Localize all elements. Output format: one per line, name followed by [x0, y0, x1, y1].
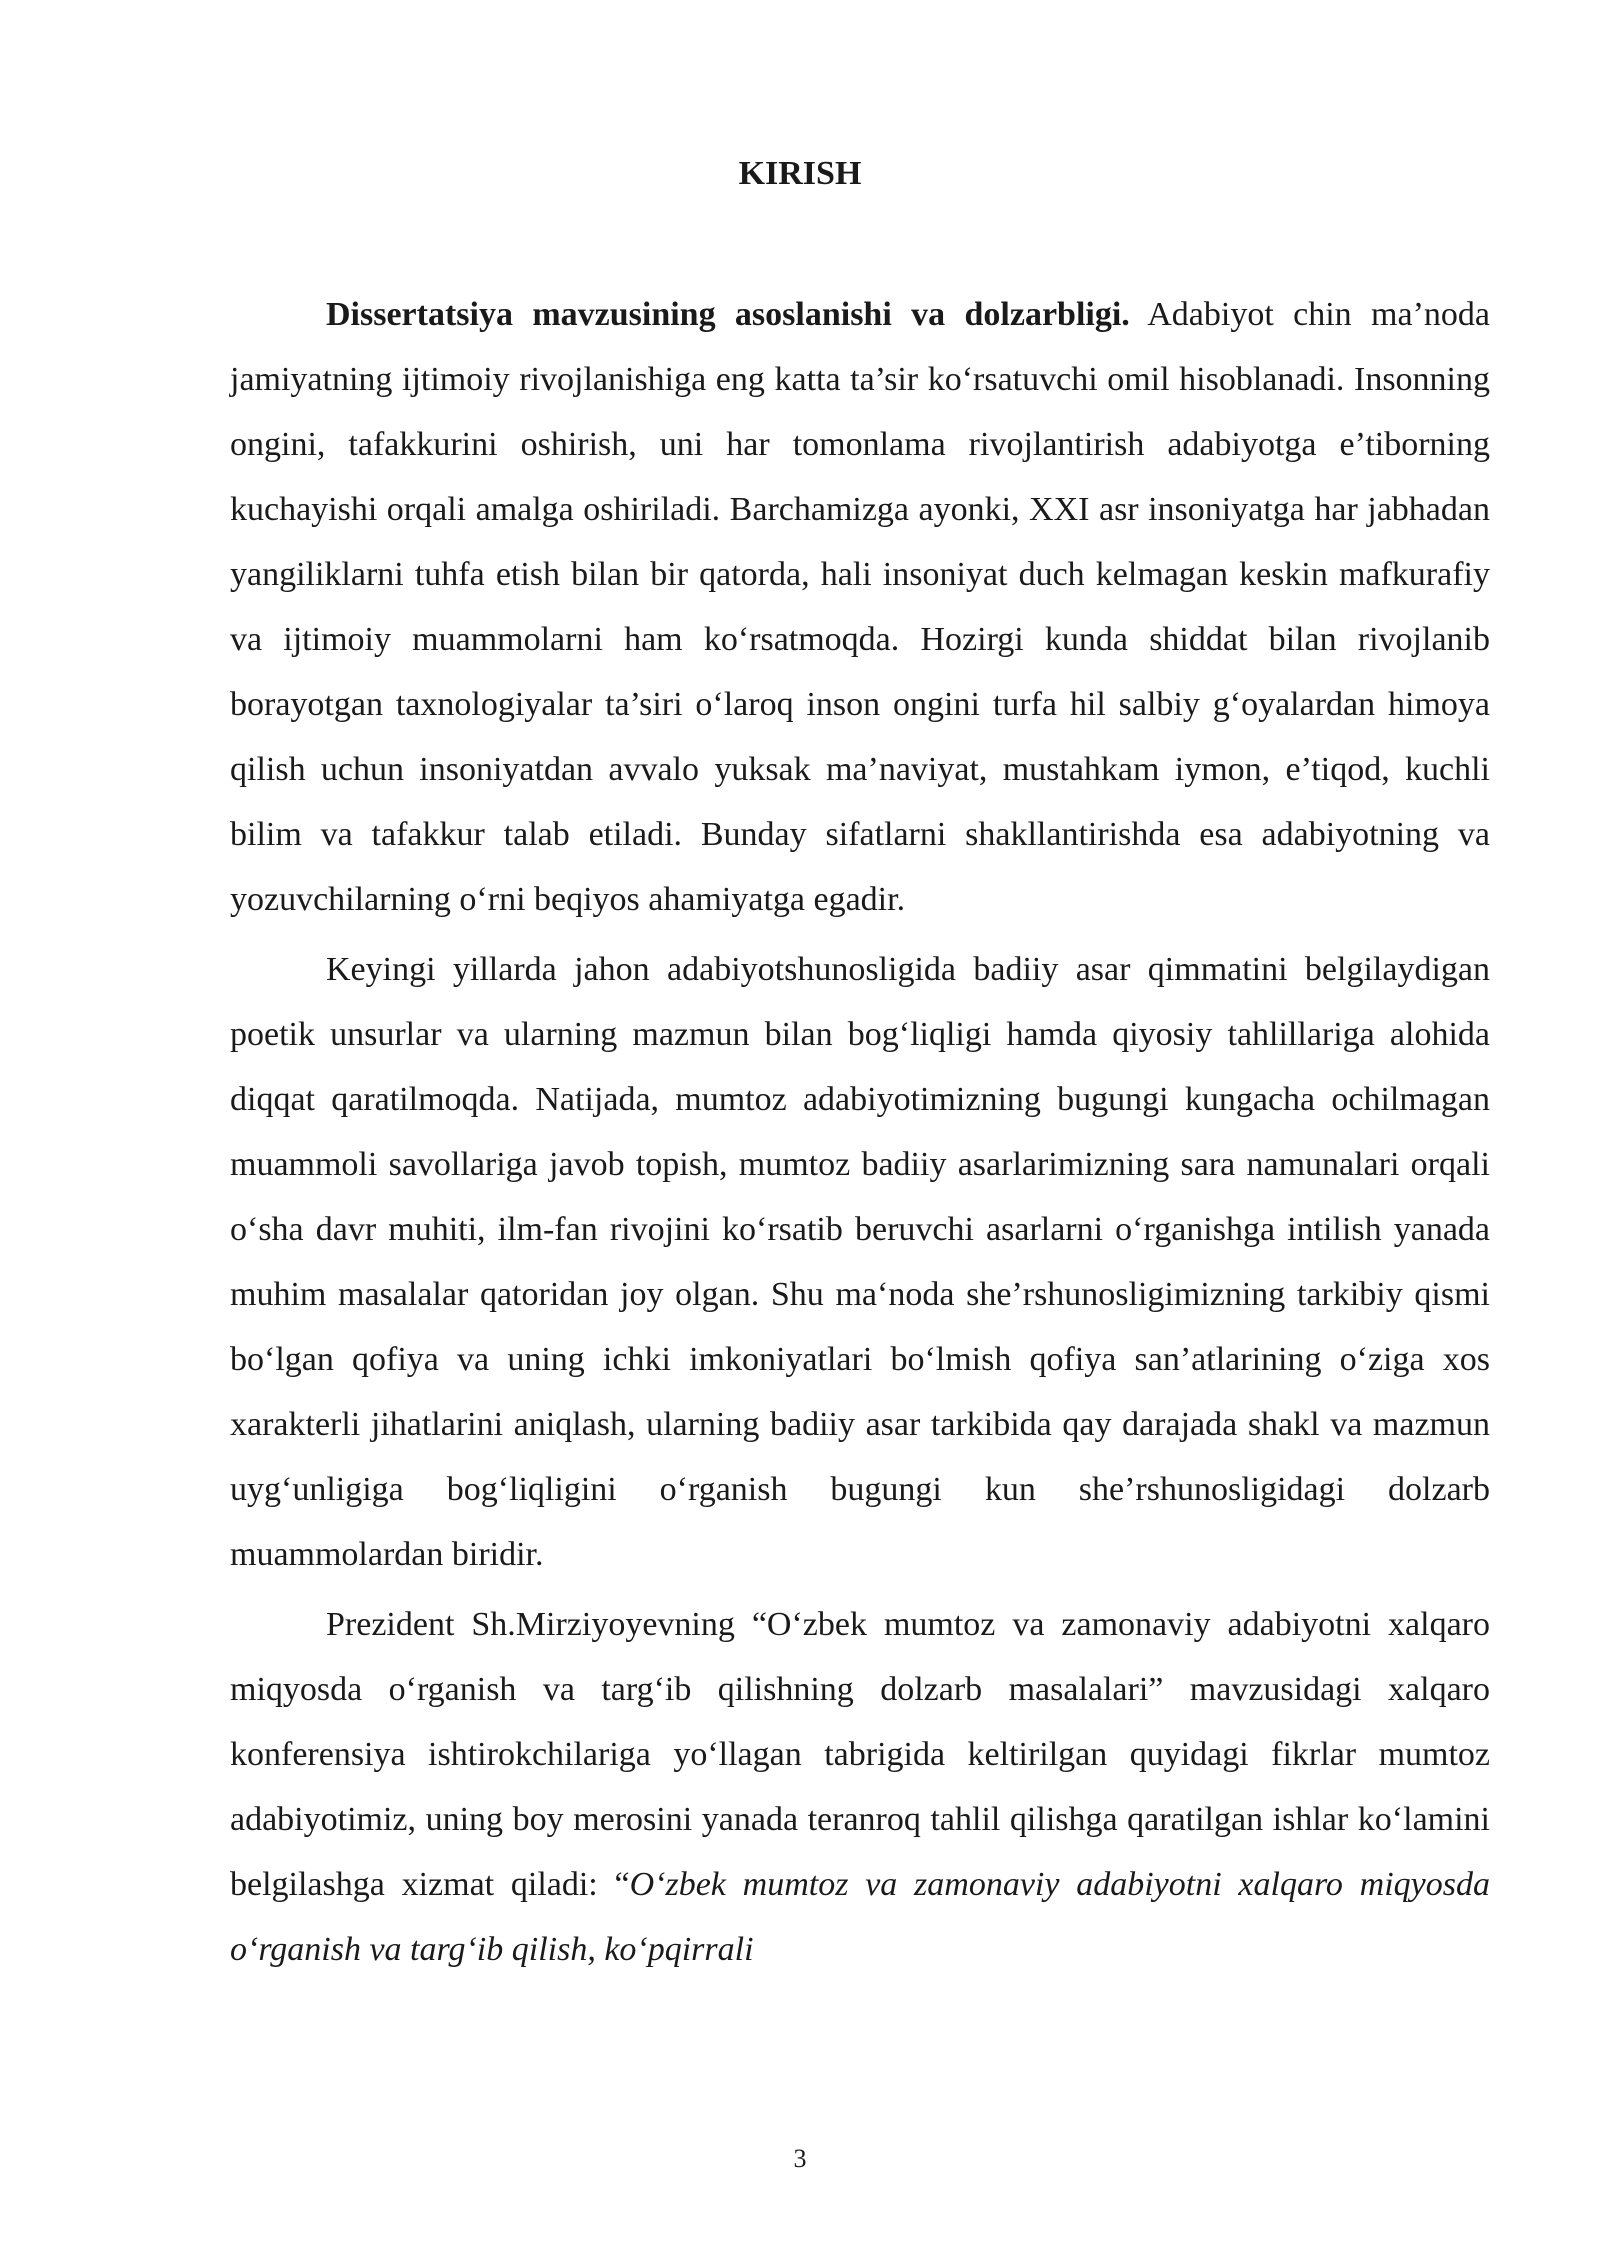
- page-number: 3: [793, 2144, 807, 2173]
- document-body: [230, 282, 1490, 1982]
- paragraph-lead: Dissertatsiya mavzusining asoslanishi va dolzarbligi.: [326, 296, 1130, 333]
- paragraph-text: Prezident Sh.Mirziyoyevning “O‘zbek mumtoz va zamonaviy adabiyotni xalqaro miqyosda o‘rganish va targ‘ib qilishning dolzarb masalalari” mavzusidagi xalqaro konferensiya ishtirokchilariga yo‘llagan tabrigida keltirilgan quyidagi fikrlar mumtoz adabiyotimiz, uning boy merosini yanada teranroq tahlil qilishga qaratilgan ishlar ko‘lamini belgilashga xizmat qiladi: “: [230, 1606, 1490, 1903]
- paragraph-text: Adabiyot chin ma’noda jamiyatning ijtimoiy rivojlanishiga eng katta ta’sir ko‘rsatuvchi omil hisoblanadi. Insonning ongini, tafakkurini oshirish, uni har tomonlama rivojlantirish adabiyotga e’tiborning kuchayishi orqali amalga oshiriladi. Barchamizga ayonki, XXI asr insoniyatga har jabhadan yangiliklarni tuhfa etish bilan bir qatorda, hali insoniyat duch kelmagan keskin mafkurafiy va ijtimoiy muammolarni ham ko‘rsatmoqda. Hozirgi kunda shiddat bilan rivojlanib borayotgan taxnologiyalar ta’siri o‘laroq inson ongini turfa hil salbiy g‘oyalardan himoya qilish uchun insoniyatdan avvalo yuksak ma’naviyat, mustahkam iymon, e’tiqod, kuchli bilim va tafakkur talab etiladi. Bunday sifatlarni shakllantirishda esa adabiyotning va yozuvchilarning o‘rni beqiyos ahamiyatga egadir.: [230, 296, 1490, 918]
- italic-quote: O‘zbek mumtoz va zamonaviy adabiyotni xalqaro miqyosda o‘rganish va targ‘ib qilish, ko‘pqirrali: [230, 1866, 1490, 1968]
- paragraph-text: Keyingi yillarda jahon adabiyotshunosligida badiiy asar qimmatini belgilaydigan poetik unsurlar va ularning mazmun bilan bog‘liqligi hamda qiyosiy tahlillariga alohida diqqat qaratilmoqda. Natijada, mumtoz adabiyotimizning bugungi kungacha ochilmagan muammoli savollariga javob topish, mumtoz badiiy asarlarimizning sara namunalari orqali o‘sha davr muhiti, ilm-fan rivojini ko‘rsatib beruvchi asarlarni o‘rganishga intilish yanada muhim masalalar qatoridan joy olgan. Shu ma‘noda she’rshunosligimizning tarkibiy qismi bo‘lgan qofiya va uning ichki imkoniyatlari bo‘lmish qofiya san’atlarining o‘ziga xos xarakterli jihatlarini aniqlash, ularning badiiy asar tarkibida qay darajada shakl va mazmun uyg‘unligiga bog‘liqligini o‘rganish bugungi kun she’rshunosligidagi dolzarb muammolardan biridir.: [230, 951, 1490, 1573]
- paragraph-recent-years: [230, 937, 1490, 1587]
- page-title: KIRISH: [738, 155, 862, 192]
- paragraph-relevance: [230, 282, 1490, 932]
- paragraph-president-quote: [230, 1592, 1490, 1982]
